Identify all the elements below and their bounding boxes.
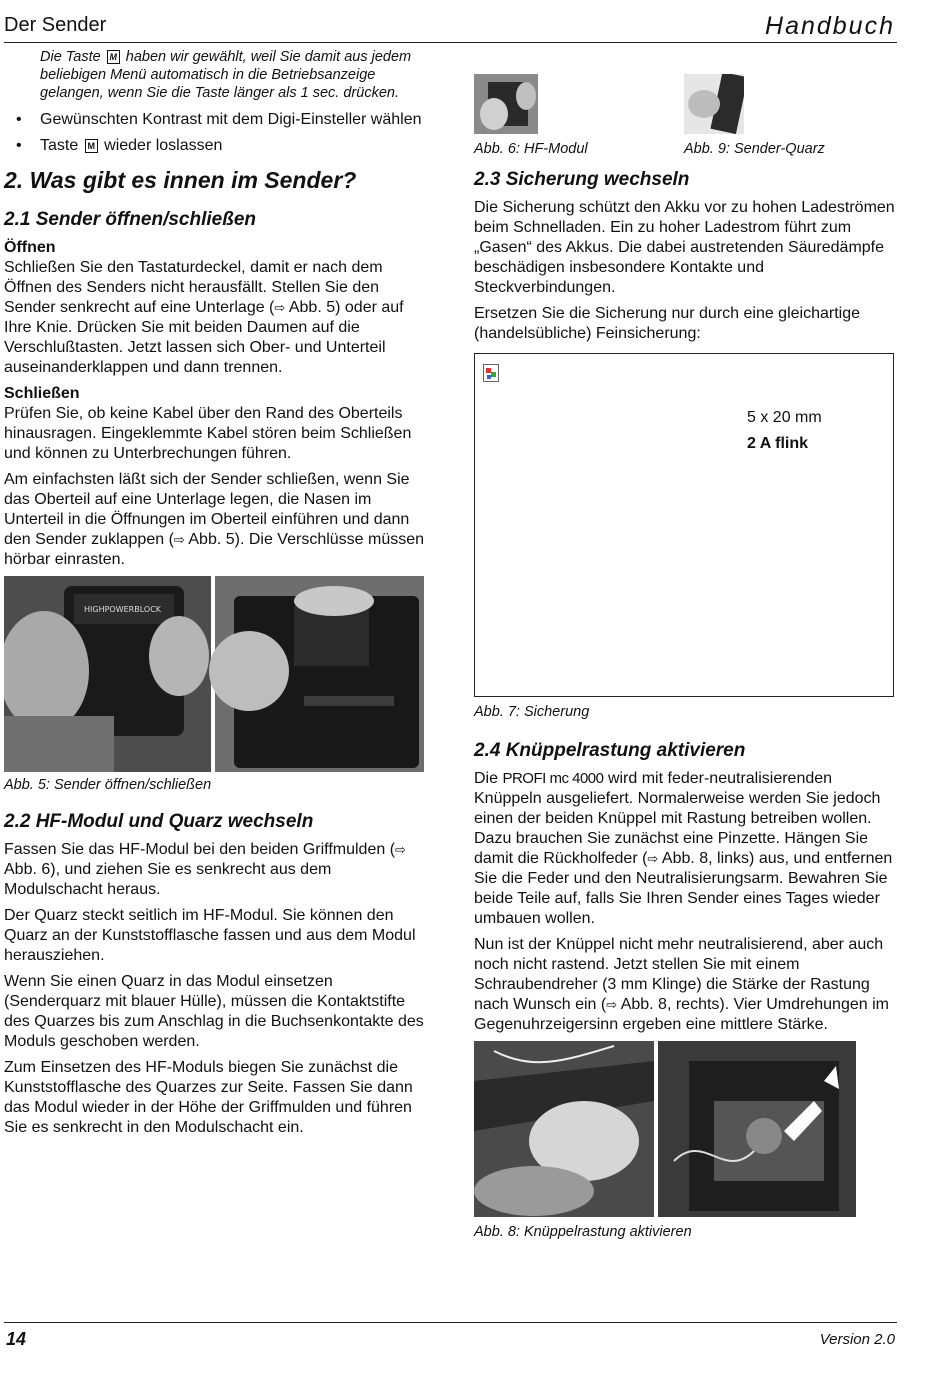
page-number: 14 (6, 1329, 27, 1349)
page-footer (4, 1322, 897, 1353)
paragraph-close-1: Prüfen Sie, ob keine Kabel über den Rand des Oberteils hinausragen. Eingeklemmte Kabel stören beim Schließen und können zu Unterbrechungen führen. (4, 405, 412, 462)
fuse-rating: 2 A flink (747, 435, 809, 452)
svg-text:HIGHPOWERBLOCK: HIGHPOWERBLOCK (84, 605, 162, 614)
arrow-right-icon: ⇨ (606, 997, 618, 1012)
step-list (4, 110, 426, 156)
paragraph-fuse-2: Ersetzen Sie die Sicherung nur durch eine gleichartige (handelsübliche) Feinsicherung: (474, 305, 861, 342)
right-column-lower (474, 703, 896, 1241)
header-section-title: Der Sender (4, 14, 107, 36)
subheading-close: Schließen (4, 385, 80, 402)
paragraph-fuse-1: Die Sicherung schützt den Akku vor zu hohen Ladeströmen beim Schnelladen. Ein zu hoher Ladestrom führt zum „Gasen“ des Akkus. Die dabei austretenden Säuredämpfe beschädigen insbesondere Kontakte und Steckverbindungen. (474, 199, 895, 296)
chapter-heading: 2. Was gibt es innen im Sender? (4, 167, 357, 193)
photo-stick-detent (474, 1041, 856, 1217)
section-heading-stick-detent: 2.4 Knüppelrastung aktivieren (474, 740, 746, 761)
page-header (4, 12, 897, 43)
header-manual-title: Handbuch (765, 12, 895, 40)
broken-image-icon (483, 364, 499, 382)
paragraph-hf-2: Der Quarz steckt seitlich im HF-Modul. Sie können den Quarz an der Kunststofflasche fassen und aus dem Modul herausziehen. (4, 907, 416, 964)
right-column (474, 48, 896, 350)
paragraph-hf-3: Wenn Sie einen Quarz in das Modul einsetzen (Senderquarz mit blauer Hülle), müssen die Kontaktstifte des Quarzes bis zum Anschlag in die Buchsenkontakte des Moduls geschoben werden. (4, 973, 424, 1050)
figure-5 (4, 576, 424, 772)
paragraph-stick-2: Nun ist der Knüppel nicht mehr neutralisierend, aber auch noch nicht rastend. Jetzt stellen Sie mit einem Schraubendreher (3 mm Klinge) die Stärke der Rastung nach Wunsch ein (⇨ Abb. 8, rechts). Vier Umdrehungen im Gegenuhrzeigersinn ergeben eine mittlere Stärke. (474, 936, 889, 1033)
paragraph-hf-4: Zum Einsetzen des HF-Moduls biegen Sie zunächst die Kunststofflasche des Quarzes zur Seite. Fassen Sie dann das Modul wieder in der Höhe der Griffmulden und führen Sie es senkrecht in den Modulschacht ein. (4, 1059, 413, 1136)
section-heading-open-close: 2.1 Sender öffnen/schließen (4, 209, 257, 230)
paragraph-hf-1: Fassen Sie das HF-Modul bei den beiden Griffmulden (⇨ Abb. 6), und ziehen Sie es senkrecht aus dem Modulschacht heraus. (4, 841, 406, 898)
arrow-right-icon: ⇨ (395, 842, 406, 857)
menu-key-note: Die Taste M haben wir gewählt, weil Sie damit aus jedem beliebigen Menü automatisch in die Betriebsanzeige gelangen, wenn Sie die Taste länger als 1 sec. drücken. (40, 49, 412, 101)
caption-fig-6: Abb. 6: HF-Modul (474, 141, 588, 157)
photo-hf-module (474, 74, 538, 134)
paragraph-open: Schließen Sie den Tastaturdeckel, damit er nach dem Öffnen des Senders nicht herausfällt. Stellen Sie den Sender senkrecht auf eine Unterlage (⇨ Abb. 5) oder auf Ihre Knie. Drücken Sie mit beiden Daumen auf die Verschlußtasten. Jetzt lassen sich Ober- und Unterteil auseinanderklappen und dann trennen. (4, 259, 404, 376)
photo-sender-quartz (684, 74, 744, 134)
list-item: • Taste M wieder loslassen (16, 137, 223, 154)
caption-fig-9: Abb. 9: Sender-Quarz (684, 141, 825, 157)
list-item: • Gewünschten Kontrast mit dem Digi-Einsteller wählen (16, 111, 422, 128)
paragraph-stick-1: Die PROFI mc 4000 wird mit feder-neutralisierenden Knüppeln ausgeliefert. Normalerweise werden Sie jedoch einen der beiden Knüppel mit Rastung betreiben wollen. Dazu brauchen Sie zunächst eine Pinzette. Hängen Sie damit die Rückholfeder (⇨ Abb. 8, links) aus, und entfernen Sie die Feder und den Neutralisierungsarm. Bewahren Sie beide Teile auf, falls Sie Ihren Sender eines Tages wieder umbauen wollen. (474, 770, 893, 927)
arrow-right-icon: ⇨ (173, 532, 185, 547)
caption-fig-8: Abb. 8: Knüppelrastung aktivieren (474, 1224, 692, 1240)
arrow-right-icon: ⇨ (647, 851, 659, 866)
section-heading-hf-module: 2.2 HF-Modul und Quarz wechseln (4, 811, 314, 832)
figure-7-fuse (474, 353, 894, 697)
section-heading-fuse: 2.3 Sicherung wechseln (474, 169, 690, 190)
subheading-open: Öffnen (4, 239, 56, 256)
captions-6-9 (474, 136, 896, 158)
m-key-icon: M (107, 50, 120, 64)
figures-6-9 (474, 48, 896, 136)
m-key-icon: M (85, 139, 98, 153)
left-column (4, 48, 426, 1144)
paragraph-close-2: Am einfachsten läßt sich der Sender schließen, wenn Sie das Oberteil auf eine Unterlage legen, die Nasen im Unterteil in die Öffnungen im Oberteil einführen und dann den Sender zuklappen (⇨ Abb. 5). Die Verschlüsse müssen hörbar einrasten. (4, 471, 425, 568)
caption-fig-7: Abb. 7: Sicherung (474, 704, 590, 720)
photo-open-close (4, 576, 424, 772)
product-name: PROFI mc 4000 (502, 770, 604, 787)
caption-fig-5: Abb. 5: Sender öffnen/schließen (4, 777, 212, 793)
arrow-right-icon: ⇨ (274, 300, 286, 315)
fuse-size: 5 x 20 mm (747, 409, 822, 426)
version-label: Version 2.0 (819, 1331, 895, 1348)
